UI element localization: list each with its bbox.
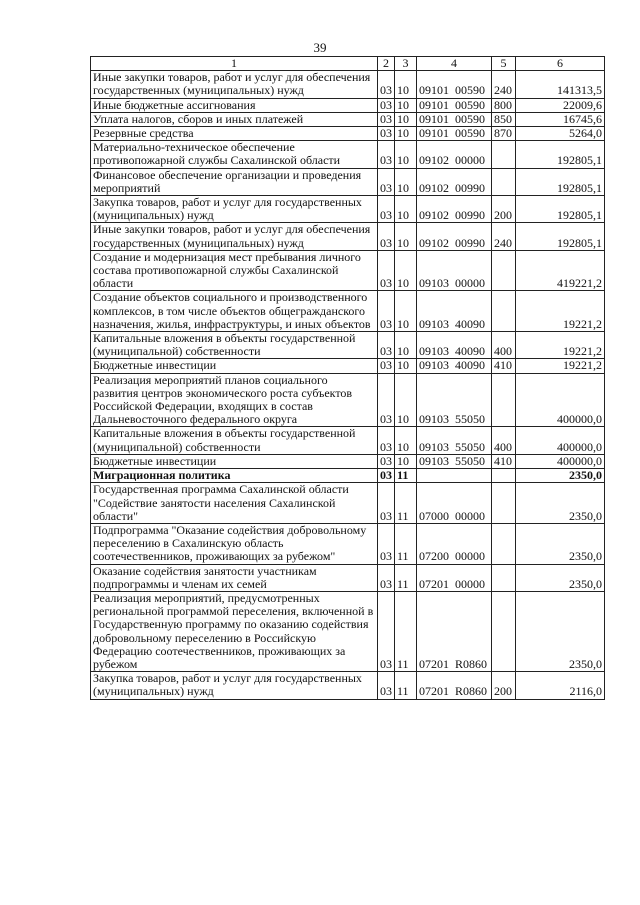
- row-subsection: 10: [395, 223, 417, 250]
- row-name: Иные закупки товаров, работ и услуг для обеспечения государственных (муниципальных) нужд: [91, 71, 378, 98]
- row-target-article: 09102 00990: [417, 168, 492, 195]
- row-expense-type: [492, 250, 516, 291]
- row-expense-type: [492, 591, 516, 671]
- table-row: [91, 523, 605, 564]
- table-row: [91, 250, 605, 291]
- row-name: Бюджетные инвестиции: [91, 454, 378, 468]
- row-target-article: 07201 R0860: [417, 591, 492, 671]
- row-section: 03: [378, 591, 395, 671]
- table-row: [91, 332, 605, 359]
- row-section: 03: [378, 196, 395, 223]
- table-row: [91, 112, 605, 126]
- row-target-article: 09103 55050: [417, 427, 492, 454]
- row-subsection: 10: [395, 71, 417, 98]
- row-section: 03: [378, 291, 395, 332]
- row-section: 03: [378, 250, 395, 291]
- row-subsection: 10: [395, 196, 417, 223]
- row-amount: 19221,2: [516, 359, 605, 373]
- row-expense-type: [492, 373, 516, 427]
- row-amount: 16745,6: [516, 112, 605, 126]
- row-expense-type: 400: [492, 332, 516, 359]
- table-row: [91, 141, 605, 168]
- row-name: Уплата налогов, сборов и иных платежей: [91, 112, 378, 126]
- row-amount: 400000,0: [516, 454, 605, 468]
- row-section: 03: [378, 141, 395, 168]
- table-row: [91, 469, 605, 483]
- row-amount: 19221,2: [516, 332, 605, 359]
- row-target-article: 09102 00000: [417, 141, 492, 168]
- row-name: Оказание содействия занятости участникам подпрограммы и членам их семей: [91, 564, 378, 591]
- row-subsection: 10: [395, 112, 417, 126]
- row-target-article: 09102 00990: [417, 196, 492, 223]
- row-target-article: 09101 00590: [417, 127, 492, 141]
- table-row: [91, 168, 605, 195]
- row-expense-type: 870: [492, 127, 516, 141]
- row-amount: 5264,0: [516, 127, 605, 141]
- row-target-article: 09101 00590: [417, 71, 492, 98]
- row-subsection: 10: [395, 427, 417, 454]
- row-target-article: 09101 00590: [417, 98, 492, 112]
- table-header-row: [91, 57, 605, 71]
- row-name: Капитальные вложения в объекты государственной (муниципальной) собственности: [91, 427, 378, 454]
- row-section: 03: [378, 564, 395, 591]
- row-subsection: 11: [395, 483, 417, 524]
- row-name: Создание объектов социального и производственного комплексов, в том числе объектов общегражданского назначения, жилья, инфраструктуры, и иных объектов: [91, 291, 378, 332]
- row-section: 03: [378, 483, 395, 524]
- row-section: 03: [378, 427, 395, 454]
- header-cell: 3: [395, 57, 417, 71]
- row-target-article: [417, 469, 492, 483]
- row-subsection: 10: [395, 291, 417, 332]
- row-section: 03: [378, 523, 395, 564]
- row-target-article: 07201 R0860: [417, 672, 492, 699]
- table-row: [91, 373, 605, 427]
- row-expense-type: 800: [492, 98, 516, 112]
- header-cell: 6: [516, 57, 605, 71]
- table-row: [91, 564, 605, 591]
- row-amount: 192805,1: [516, 141, 605, 168]
- row-subsection: 10: [395, 98, 417, 112]
- row-target-article: 09101 00590: [417, 112, 492, 126]
- row-amount: 141313,5: [516, 71, 605, 98]
- row-name: Материально-техническое обеспечение противопожарной службы Сахалинской области: [91, 141, 378, 168]
- header-cell: 2: [378, 57, 395, 71]
- row-amount: 192805,1: [516, 196, 605, 223]
- table-row: [91, 291, 605, 332]
- row-target-article: 09103 00000: [417, 250, 492, 291]
- row-name: Создание и модернизация мест пребывания личного состава противопожарной службы Сахалинской области: [91, 250, 378, 291]
- row-subsection: 10: [395, 454, 417, 468]
- table-row: [91, 359, 605, 373]
- row-target-article: 07200 00000: [417, 523, 492, 564]
- row-amount: 19221,2: [516, 291, 605, 332]
- row-name: Закупка товаров, работ и услуг для государственных (муниципальных) нужд: [91, 196, 378, 223]
- row-amount: 22009,6: [516, 98, 605, 112]
- table-row: [91, 98, 605, 112]
- row-subsection: 10: [395, 141, 417, 168]
- row-amount: 400000,0: [516, 373, 605, 427]
- table-row: [91, 483, 605, 524]
- row-expense-type: [492, 469, 516, 483]
- row-name: Реализация мероприятий, предусмотренных региональной программой переселения, включенной в Государственную программу по оказанию содействия добровольному переселению в Российскую Федерацию соотечественников, проживающих за рубежом: [91, 591, 378, 671]
- row-amount: 192805,1: [516, 168, 605, 195]
- row-section: 03: [378, 168, 395, 195]
- header-cell: 5: [492, 57, 516, 71]
- row-target-article: 07201 00000: [417, 564, 492, 591]
- row-name: Резервные средства: [91, 127, 378, 141]
- row-expense-type: 200: [492, 672, 516, 699]
- row-target-article: 09103 40090: [417, 291, 492, 332]
- row-subsection: 11: [395, 672, 417, 699]
- row-subsection: 10: [395, 359, 417, 373]
- row-expense-type: 240: [492, 223, 516, 250]
- row-section: 03: [378, 359, 395, 373]
- row-section: 03: [378, 112, 395, 126]
- row-target-article: 09103 55050: [417, 454, 492, 468]
- table-row: [91, 223, 605, 250]
- row-section: 03: [378, 672, 395, 699]
- row-expense-type: [492, 483, 516, 524]
- row-amount: 2350,0: [516, 483, 605, 524]
- row-expense-type: 240: [492, 71, 516, 98]
- page-number: 39: [313, 40, 327, 55]
- row-amount: 2116,0: [516, 672, 605, 699]
- row-expense-type: 410: [492, 454, 516, 468]
- row-amount: 2350,0: [516, 469, 605, 483]
- row-expense-type: 410: [492, 359, 516, 373]
- row-section: 03: [378, 71, 395, 98]
- budget-table: [90, 56, 605, 700]
- row-subsection: 11: [395, 523, 417, 564]
- row-name: Подпрограмма "Оказание содействия добровольному переселению в Сахалинскую область соотечественников, проживающих за рубежом": [91, 523, 378, 564]
- row-name: Иные закупки товаров, работ и услуг для обеспечения государственных (муниципальных) нужд: [91, 223, 378, 250]
- row-amount: 2350,0: [516, 564, 605, 591]
- header-cell: 4: [417, 57, 492, 71]
- row-amount: 2350,0: [516, 591, 605, 671]
- row-name: Иные бюджетные ассигнования: [91, 98, 378, 112]
- row-subsection: 10: [395, 332, 417, 359]
- row-name: Капитальные вложения в объекты государственной (муниципальной) собственности: [91, 332, 378, 359]
- row-section: 03: [378, 469, 395, 483]
- row-amount: 400000,0: [516, 427, 605, 454]
- table-row: [91, 591, 605, 671]
- row-expense-type: 850: [492, 112, 516, 126]
- row-name: Государственная программа Сахалинской области "Содействие занятости населения Сахалинской области": [91, 483, 378, 524]
- header-cell: 1: [91, 57, 378, 71]
- row-subsection: 10: [395, 127, 417, 141]
- row-amount: 2350,0: [516, 523, 605, 564]
- row-expense-type: [492, 168, 516, 195]
- row-section: 03: [378, 373, 395, 427]
- row-target-article: 09103 55050: [417, 373, 492, 427]
- table-row: [91, 127, 605, 141]
- row-subsection: 10: [395, 168, 417, 195]
- row-name: Миграционная политика: [91, 469, 378, 483]
- row-expense-type: 400: [492, 427, 516, 454]
- row-section: 03: [378, 454, 395, 468]
- row-target-article: 09102 00990: [417, 223, 492, 250]
- row-expense-type: [492, 523, 516, 564]
- row-expense-type: [492, 291, 516, 332]
- table-row: [91, 672, 605, 699]
- row-section: 03: [378, 223, 395, 250]
- table-row: [91, 427, 605, 454]
- row-section: 03: [378, 127, 395, 141]
- row-target-article: 07000 00000: [417, 483, 492, 524]
- row-subsection: 11: [395, 591, 417, 671]
- row-section: 03: [378, 98, 395, 112]
- table-row: [91, 196, 605, 223]
- row-expense-type: 200: [492, 196, 516, 223]
- row-name: Финансовое обеспечение организации и проведения мероприятий: [91, 168, 378, 195]
- row-target-article: 09103 40090: [417, 332, 492, 359]
- row-target-article: 09103 40090: [417, 359, 492, 373]
- row-name: Реализация мероприятий планов социального развития центров экономического роста субъектов Российской Федерации, входящих в состав Дальневосточного федерального округа: [91, 373, 378, 427]
- row-section: 03: [378, 332, 395, 359]
- row-name: Бюджетные инвестиции: [91, 359, 378, 373]
- row-expense-type: [492, 564, 516, 591]
- row-expense-type: [492, 141, 516, 168]
- row-subsection: 10: [395, 373, 417, 427]
- row-amount: 192805,1: [516, 223, 605, 250]
- table-row: [91, 71, 605, 98]
- row-name: Закупка товаров, работ и услуг для государственных (муниципальных) нужд: [91, 672, 378, 699]
- row-subsection: 11: [395, 564, 417, 591]
- row-amount: 419221,2: [516, 250, 605, 291]
- row-subsection: 10: [395, 250, 417, 291]
- row-subsection: 11: [395, 469, 417, 483]
- table-row: [91, 454, 605, 468]
